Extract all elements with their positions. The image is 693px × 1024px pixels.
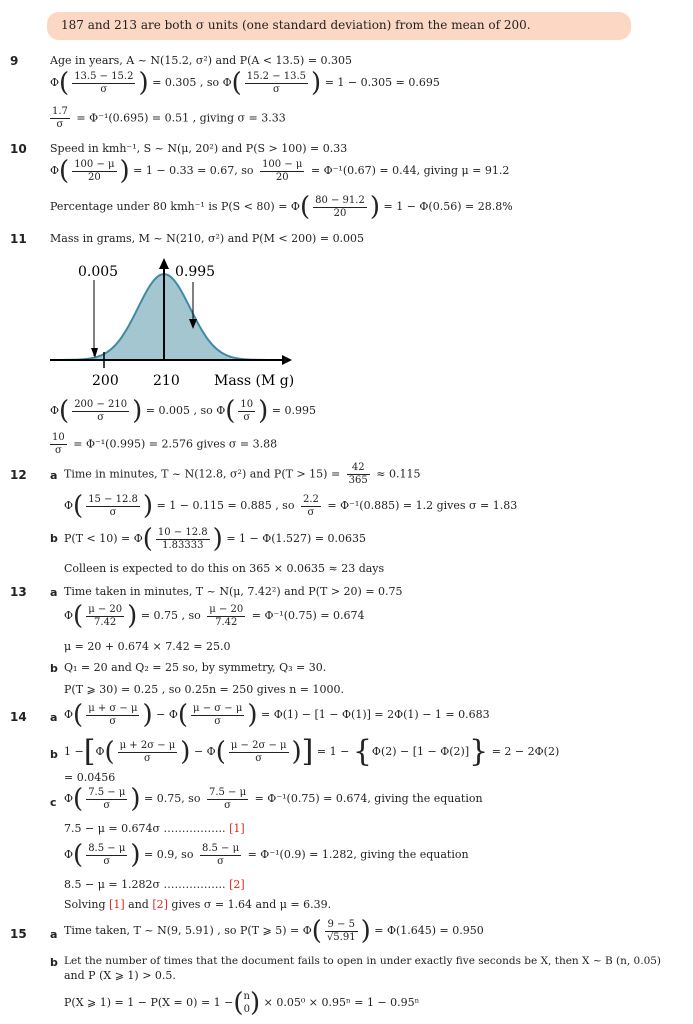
mean-arrow xyxy=(159,258,169,269)
fraction: $\frac{\mu - 20}{7.42}$ xyxy=(88,603,123,628)
q10-line-3: Percentage under 80 kmh⁻¹ is P(S < 80) = Φ( $\frac{80 - 91.2}{20}$ ) = 1 − Φ(0.56) = 28.8% xyxy=(50,192,513,222)
fraction: $\frac{100 - \mu}{20}$ xyxy=(262,158,303,183)
fraction: $\frac{10 - 12.8}{1.83333}$ xyxy=(157,526,208,551)
q13a-line-2: Φ( $\frac{\mu - 20}{7.42}$ ) = 0.75 , so $\frac{\mu - 20}{7.42}$ = Φ⁻¹(0.75) = 0.674 xyxy=(64,601,365,631)
fraction: $\frac{\mu + \sigma - \mu}{\sigma}$ xyxy=(88,702,138,727)
x-axis-label: Mass (M g) xyxy=(214,373,295,389)
question-number-15: 15 xyxy=(10,927,27,941)
fraction: $\frac{9 - 5}{√5.91}$ xyxy=(326,918,356,943)
q12a-line-2: Φ( $\frac{15 - 12.8}{\sigma}$ ) = 1 − 0.115 = 0.885 , so $\frac{2.2}{\sigma}$ = Φ⁻¹(0.885) = 1.2 gives σ = 1.83 xyxy=(64,491,518,521)
q13b-line-1: Q₁ = 20 and Q₂ = 25 so, by symmetry, Q₃ = 30. xyxy=(64,661,327,674)
q15b-line-2: and P (X ⩾ 1) > 0.5. xyxy=(64,969,176,982)
part-b-label: b xyxy=(50,956,58,969)
question-number-13: 13 xyxy=(10,585,27,599)
fraction: $\frac{42}{365}$ xyxy=(348,462,368,486)
q11-line-1: Mass in grams, M ~ N(210, σ²) and P(M < 200) = 0.005 xyxy=(50,232,365,245)
right-prob-label: 0.995 xyxy=(175,264,216,280)
q9-line-3: $\frac{1.7}{\sigma}$ = Φ⁻¹(0.695) = 0.51 , giving σ = 3.33 xyxy=(52,106,286,130)
tick-label-200: 200 xyxy=(92,373,119,389)
fraction: $\frac{15 - 12.8}{\sigma}$ xyxy=(88,493,138,518)
fraction: $\frac{7.5 - \mu}{\sigma}$ xyxy=(88,786,126,811)
binomial-coefficient: n 0 xyxy=(243,991,250,1015)
fraction: $\frac{100 - \mu}{20}$ xyxy=(74,158,115,183)
left-prob-label: 0.005 xyxy=(78,264,119,280)
fraction: $\frac{200 - 210}{\sigma}$ xyxy=(74,398,128,423)
equation-ref-1: [1] xyxy=(229,822,245,835)
part-b-label: b xyxy=(50,748,58,761)
q14c-line-5: Solving [1] and [2] gives σ = 1.64 and μ = 6.39. xyxy=(64,898,332,911)
x-axis-arrow xyxy=(282,355,292,365)
fraction: $\frac{8.5 - \mu}{\sigma}$ xyxy=(201,842,240,867)
part-a-label: a xyxy=(50,586,58,599)
q14c-line-3: Φ( $\frac{8.5 - \mu}{\sigma}$ ) = 0.9, so $\frac{8.5 - \mu}{\sigma}$ = Φ⁻¹(0.9) = 1.282, giving the equation xyxy=(64,840,469,870)
question-number-10: 10 xyxy=(10,142,27,156)
q14c-line-4: 8.5 − μ = 1.282σ …………….. [2] xyxy=(64,878,245,891)
note-banner xyxy=(47,12,631,40)
normal-distribution-diagram xyxy=(40,252,300,392)
fraction: $\frac{2.2}{\sigma}$ xyxy=(302,493,319,518)
fraction: $\frac{8.5 - \mu}{\sigma}$ xyxy=(88,842,126,867)
question-number-12: 12 xyxy=(10,468,27,482)
part-a-label: a xyxy=(50,928,58,941)
q13b-line-2: P(T ⩾ 30) = 0.25 , so 0.25n = 250 gives n = 1000. xyxy=(64,683,344,696)
q14a-line-1: Φ( $\frac{\mu + \sigma - \mu}{\sigma}$ ) − Φ( $\frac{\mu - \sigma - \mu}{\sigma}$ ) = Φ(1) − [1 − Φ(1)] = 2Φ(1) − 1 = 0.683 xyxy=(64,700,490,730)
q9-line-1: Age in years, A ~ N(15.2, σ²) and P(A < 13.5) = 0.305 xyxy=(50,54,353,67)
tick-label-210: 210 xyxy=(153,373,180,389)
fraction: $\frac{15.2 - 13.5}{\sigma}$ xyxy=(246,70,307,95)
q13a-line-3: μ = 20 + 0.674 × 7.42 = 25.0 xyxy=(64,640,231,653)
q11-line-2: Φ( $\frac{200 - 210}{\sigma}$ ) = 0.005 , so Φ( $\frac{10}{\sigma}$ ) = 0.995 xyxy=(50,396,317,426)
q10-line-1: Speed in kmh⁻¹, S ~ N(μ, 20²) and P(S > 100) = 0.33 xyxy=(50,142,348,155)
question-number-14: 14 xyxy=(10,710,27,724)
fraction: $\frac{\mu - 20}{7.42}$ xyxy=(209,603,244,628)
q12b-line-1: P(T < 10) = Φ( $\frac{10 - 12.8}{1.83333}$ ) = 1 − Φ(1.527) = 0.0635 xyxy=(64,524,367,554)
equation-ref-2: [2] xyxy=(229,878,245,891)
fraction: $\frac{1.7}{\sigma}$ xyxy=(52,106,68,130)
part-a-label: a xyxy=(50,711,58,724)
part-b-label: b xyxy=(50,662,58,675)
q15a-line-1: Time taken, T ~ N(9, 5.91) , so P(T ⩾ 5) = Φ( $\frac{9 - 5}{√5.91}$ ) = Φ(1.645) = 0.950 xyxy=(64,916,484,946)
fraction: $\frac{80 - 91.2}{20}$ xyxy=(315,194,365,219)
banner-text: 187 and 213 are both σ units (one standard deviation) from the mean of 200. xyxy=(61,18,531,32)
part-b-label: b xyxy=(50,532,58,545)
q10-line-2: Φ( $\frac{100 - \mu}{20}$ ) = 1 − 0.33 = 0.67, so $\frac{100 - \mu}{20}$ = Φ⁻¹(0.67) = 0.44, giving μ = 91.2 xyxy=(50,156,510,186)
part-a-label: a xyxy=(50,469,58,482)
q12b-line-2: Colleen is expected to do this on 365 × 0.0635 ≈ 23 days xyxy=(64,562,385,575)
fraction: $\frac{7.5 - \mu}{\sigma}$ xyxy=(208,786,247,811)
fraction: $\frac{10}{\sigma}$ xyxy=(240,398,254,423)
q12a-line-1: Time in minutes, T ~ N(12.8, σ²) and P(T > 15) = $\frac{42}{365}$ ≈ 0.115 xyxy=(64,462,421,486)
question-number-9: 9 xyxy=(10,54,19,68)
part-c-label: c xyxy=(50,796,57,809)
q15b-line-3: P(X ⩾ 1) = 1 − P(X = 0) = 1 −( n 0 ) × 0.05⁰ × 0.95ⁿ = 1 − 0.95ⁿ xyxy=(64,988,420,1018)
fraction: $\frac{\mu - \sigma - \mu}{\sigma}$ xyxy=(193,702,243,727)
q15b-line-1: Let the number of times that the document fails to open in under exactly five seconds be X, then X ~ B (n, 0.05) xyxy=(64,955,662,967)
fraction: $\frac{\mu - 2\sigma - \mu}{\sigma}$ xyxy=(230,739,287,764)
phi-symbol: Φ xyxy=(50,76,60,89)
q13a-line-1: Time taken in minutes, T ~ N(μ, 7.42²) and P(T > 20) = 0.75 xyxy=(64,585,403,598)
q14b-line-2: = 0.0456 xyxy=(64,771,116,784)
fraction: $\frac{10}{\sigma}$ xyxy=(52,432,65,456)
q9-line-2: Φ( $\frac{13.5 - 15.2}{\sigma}$ ) = 0.305 , so Φ( $\frac{15.2 - 13.5}{\sigma}$ ) = 1 − 0.305 = 0.695 xyxy=(50,68,440,98)
fraction: $\frac{13.5 - 15.2}{\sigma}$ xyxy=(74,70,134,95)
question-number-11: 11 xyxy=(10,232,27,246)
q14b-line-1: 1 −[Φ( $\frac{\mu + 2\sigma - \mu}{\sigma}$ ) − Φ( $\frac{\mu - 2\sigma - \mu}{\sigma}$ )] = 1 − {Φ(2) − [1 − Φ(2)]} = 2 − 2Φ(2) xyxy=(64,734,560,769)
q14c-line-1: Φ( $\frac{7.5 - \mu}{\sigma}$ ) = 0.75, so $\frac{7.5 - \mu}{\sigma}$ = Φ⁻¹(0.75) = 0.674, giving the equation xyxy=(64,784,483,814)
fraction: $\frac{\mu + 2\sigma - \mu}{\sigma}$ xyxy=(119,739,176,764)
q11-line-3: $\frac{10}{\sigma}$ = Φ⁻¹(0.995) = 2.576 gives σ = 3.88 xyxy=(52,432,278,456)
q14c-line-2: 7.5 − μ = 0.674σ …………….. [1] xyxy=(64,822,245,835)
